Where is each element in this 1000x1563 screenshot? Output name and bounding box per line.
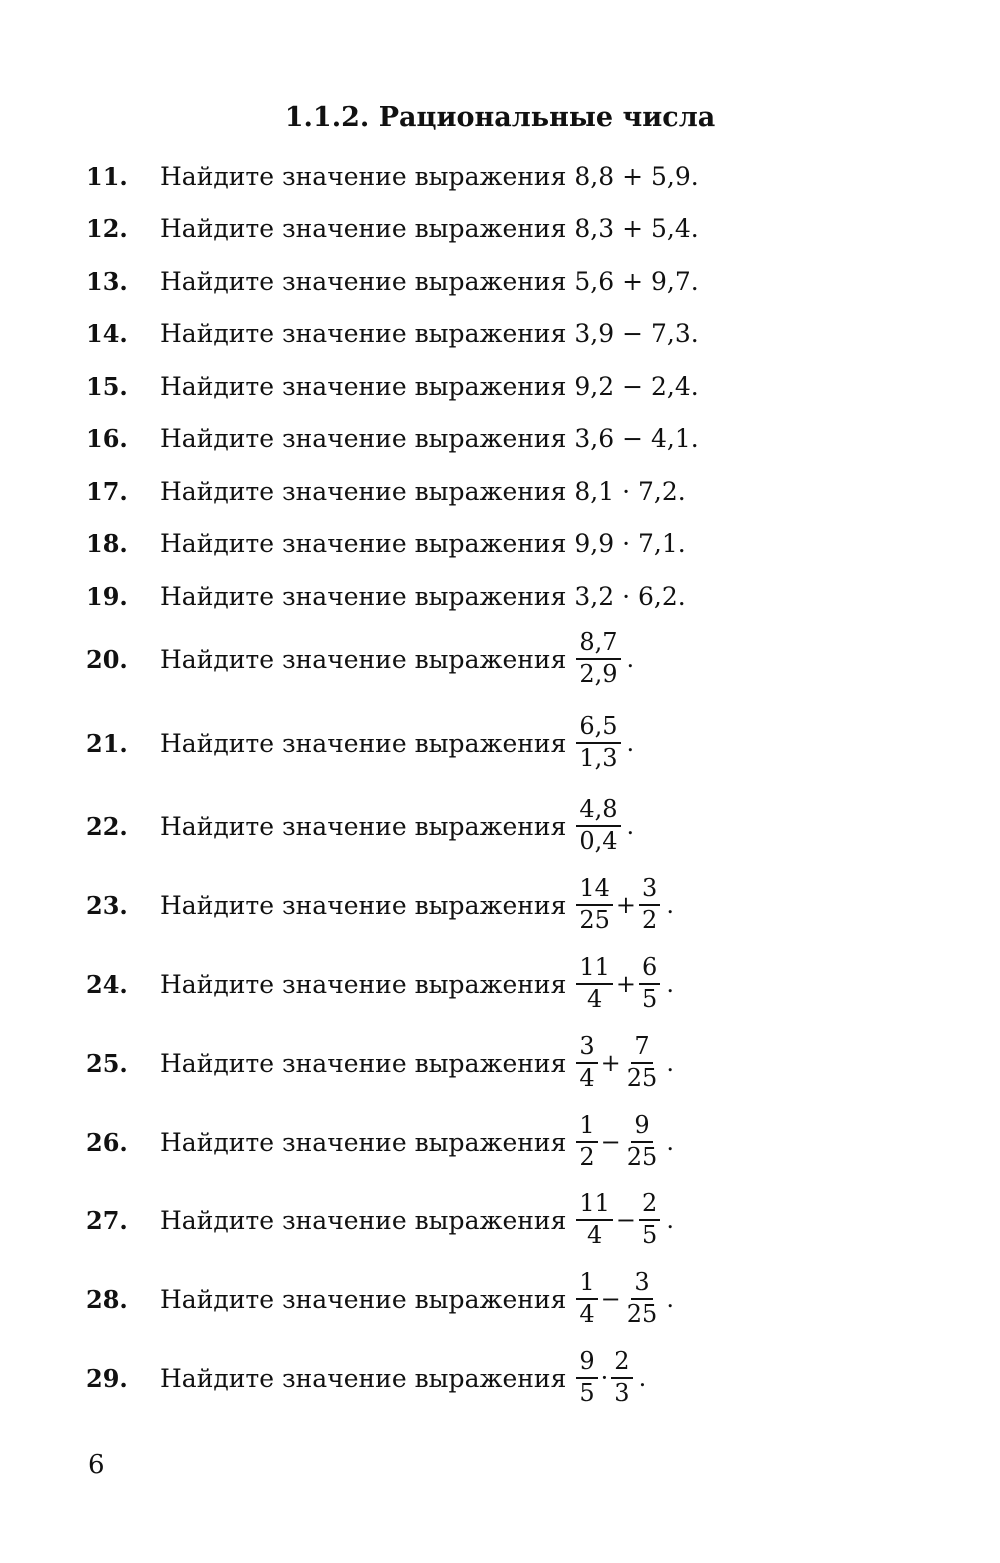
- problem-prompt: Найдите значение выражения: [160, 266, 567, 296]
- fraction-denominator: 4: [587, 985, 603, 1013]
- trailing-period: .: [666, 891, 674, 919]
- problem-expression: [574, 1033, 674, 1092]
- problem-14: [86, 313, 946, 353]
- fraction-denominator: 3: [614, 1379, 630, 1407]
- fraction-numerator: 2: [639, 1190, 660, 1221]
- fraction-numerator: 1: [576, 1112, 597, 1143]
- fraction-denominator: 2,9: [579, 660, 618, 688]
- problem-number: 27.: [86, 1205, 128, 1235]
- section-title: [0, 102, 1000, 133]
- fraction-first: [576, 1348, 597, 1407]
- trailing-period: .: [626, 812, 635, 840]
- problem-number: 11.: [86, 161, 128, 191]
- fraction-denominator: 25: [579, 906, 610, 934]
- problem-number: 29.: [86, 1363, 128, 1393]
- fraction-first: [576, 1033, 597, 1092]
- problem-expression: [574, 1112, 674, 1171]
- fraction-denominator: 4: [579, 1064, 595, 1092]
- trailing-period: .: [638, 1364, 647, 1392]
- operator: +: [615, 891, 637, 919]
- problem-number: 19.: [86, 581, 128, 611]
- problem-number: 15.: [86, 371, 128, 401]
- fraction-second: [639, 875, 660, 934]
- problem-prompt: Найдите значение выражения: [160, 1205, 567, 1235]
- problem-number: 23.: [86, 890, 128, 920]
- trailing-period: .: [666, 1206, 674, 1234]
- trailing-period: .: [666, 970, 674, 998]
- problem-prompt: Найдите значение выражения: [160, 371, 567, 401]
- fraction-numerator: 3: [639, 875, 660, 906]
- problem-prompt: Найдите значение выражения: [160, 581, 567, 611]
- fraction-first: [576, 1190, 613, 1249]
- problem-28: [86, 1268, 946, 1328]
- problem-number: 24.: [86, 969, 128, 999]
- problem-20: [86, 628, 946, 688]
- problem-18: [86, 523, 946, 563]
- problem-number: 16.: [86, 423, 128, 453]
- problem-expression: 5,6 + 9,7.: [574, 266, 699, 296]
- problem-expression: 3,9 − 7,3.: [574, 318, 699, 348]
- problem-27: [86, 1189, 946, 1249]
- fraction-first: [576, 954, 613, 1013]
- problem-prompt: Найдите значение выражения: [160, 476, 567, 506]
- fraction-numerator: 14: [576, 875, 613, 906]
- trailing-period: .: [626, 645, 635, 673]
- problem-prompt: Найдите значение выражения: [160, 423, 567, 453]
- problem-prompt: Найдите значение выражения: [160, 1048, 567, 1078]
- problem-number: 28.: [86, 1284, 128, 1314]
- operator: −: [600, 1285, 621, 1313]
- fraction-numerator: 9: [576, 1348, 597, 1379]
- problem-prompt: Найдите значение выражения: [160, 811, 567, 841]
- problem-expression: [574, 1269, 674, 1328]
- fraction-numerator: 8,7: [576, 629, 620, 660]
- problem-prompt: Найдите значение выражения: [160, 728, 567, 758]
- problem-29: [86, 1347, 946, 1407]
- problem-number: 13.: [86, 266, 128, 296]
- problem-prompt: Найдите значение выражения: [160, 969, 567, 999]
- problem-13: [86, 261, 946, 301]
- problem-17: [86, 471, 946, 511]
- fraction-first: [576, 1269, 597, 1328]
- fraction: [576, 629, 620, 688]
- problem-number: 26.: [86, 1127, 128, 1157]
- fraction-numerator: 7: [631, 1033, 652, 1064]
- problem-prompt: Найдите значение выражения: [160, 1363, 567, 1393]
- fraction-second: [624, 1269, 661, 1328]
- trailing-period: .: [626, 729, 635, 757]
- fraction-denominator: 4: [587, 1221, 603, 1249]
- problem-24: [86, 953, 946, 1013]
- problem-prompt: Найдите значение выражения: [160, 1127, 567, 1157]
- problem-expression: [574, 629, 634, 688]
- problem-expression: [574, 954, 674, 1013]
- fraction-denominator: 2: [642, 906, 658, 934]
- fraction-numerator: 6,5: [576, 713, 620, 744]
- problem-expression: [574, 875, 674, 934]
- fraction-second: [639, 954, 660, 1013]
- problem-prompt: Найдите значение выражения: [160, 161, 567, 191]
- problem-21: [86, 712, 946, 772]
- operator: ·: [600, 1364, 609, 1392]
- operator: +: [615, 970, 637, 998]
- fraction-denominator: 5: [579, 1379, 595, 1407]
- fraction-numerator: 11: [576, 954, 613, 985]
- problem-12: [86, 208, 946, 248]
- fraction-numerator: 3: [576, 1033, 597, 1064]
- problem-prompt: Найдите значение выражения: [160, 1284, 567, 1314]
- problem-prompt: Найдите значение выражения: [160, 213, 567, 243]
- fraction-denominator: 25: [626, 1064, 658, 1092]
- problem-prompt: Найдите значение выражения: [160, 644, 567, 674]
- trailing-period: .: [666, 1049, 674, 1077]
- fraction-denominator: 5: [642, 985, 658, 1013]
- problem-expression: [574, 1348, 646, 1407]
- problem-number: 12.: [86, 213, 128, 243]
- problem-expression: 8,1 · 7,2.: [574, 476, 686, 506]
- fraction-denominator: 0,4: [579, 827, 618, 855]
- problem-expression: [574, 713, 634, 772]
- fraction-denominator: 2: [579, 1143, 595, 1171]
- operator: +: [600, 1049, 621, 1077]
- operator: −: [615, 1206, 637, 1234]
- operator: −: [600, 1128, 621, 1156]
- problem-expression: [574, 1190, 674, 1249]
- problem-prompt: Найдите значение выражения: [160, 890, 567, 920]
- problem-number: 17.: [86, 476, 128, 506]
- fraction-numerator: 2: [611, 1348, 632, 1379]
- problem-number: 21.: [86, 728, 128, 758]
- problem-11: [86, 156, 946, 196]
- fraction-second: [624, 1112, 661, 1171]
- fraction-denominator: 5: [642, 1221, 658, 1249]
- fraction-numerator: 3: [631, 1269, 652, 1300]
- fraction-denominator: 1,3: [579, 744, 618, 772]
- problem-expression: 9,9 · 7,1.: [574, 528, 686, 558]
- problem-expression: 8,3 + 5,4.: [574, 213, 699, 243]
- section-title-text: 1.1.2. Рациональные числа: [284, 102, 716, 133]
- fraction-second: [611, 1348, 632, 1407]
- problem-23: [86, 874, 946, 934]
- fraction-denominator: 25: [626, 1143, 658, 1171]
- problem-prompt: Найдите значение выражения: [160, 528, 567, 558]
- problem-16: [86, 418, 946, 458]
- problem-prompt: Найдите значение выражения: [160, 318, 567, 348]
- problem-expression: 9,2 − 2,4.: [574, 371, 699, 401]
- problem-22: [86, 795, 946, 855]
- fraction-first: [576, 1112, 597, 1171]
- trailing-period: .: [666, 1128, 674, 1156]
- fraction-numerator: 11: [576, 1190, 613, 1221]
- fraction: [576, 713, 620, 772]
- page-number: 6: [88, 1450, 105, 1480]
- problem-number: 22.: [86, 811, 128, 841]
- problem-19: [86, 576, 946, 616]
- fraction-denominator: 4: [579, 1300, 595, 1328]
- trailing-period: .: [666, 1285, 674, 1313]
- problem-expression: 3,6 − 4,1.: [574, 423, 699, 453]
- problem-number: 25.: [86, 1048, 128, 1078]
- fraction-denominator: 25: [626, 1300, 658, 1328]
- fraction-first: [576, 875, 613, 934]
- problem-15: [86, 366, 946, 406]
- problem-number: 18.: [86, 528, 128, 558]
- problem-number: 14.: [86, 318, 128, 348]
- fraction-second: [639, 1190, 660, 1249]
- fraction-numerator: 6: [639, 954, 660, 985]
- problem-number: 20.: [86, 644, 128, 674]
- problem-expression: [574, 796, 634, 855]
- fraction-numerator: 9: [631, 1112, 652, 1143]
- problem-expression: 3,2 · 6,2.: [574, 581, 686, 611]
- problem-expression: 8,8 + 5,9.: [574, 161, 699, 191]
- fraction-second: [624, 1033, 661, 1092]
- fraction-numerator: 4,8: [576, 796, 620, 827]
- fraction-numerator: 1: [576, 1269, 597, 1300]
- problem-25: [86, 1032, 946, 1092]
- fraction: [576, 796, 620, 855]
- problem-26: [86, 1111, 946, 1171]
